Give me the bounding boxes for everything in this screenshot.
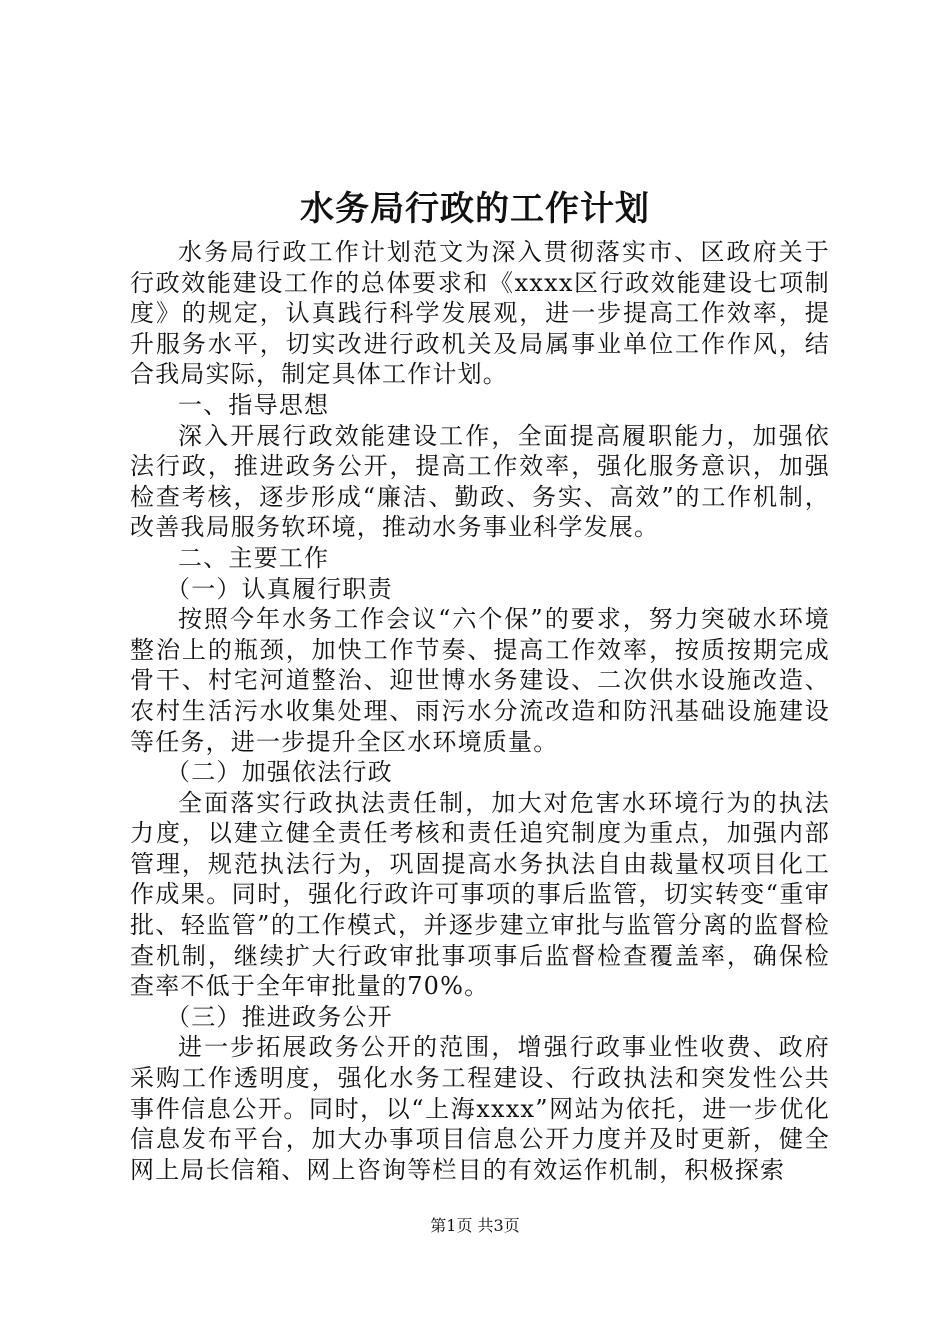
page-footer: 第1页 共3页 bbox=[430, 1216, 520, 1235]
guiding-ideology-paragraph: 深入开展行政效能建设工作，全面提高履职能力，加强依法行政，推进政务公开，提高工作效率，强化服务意识，加强检查考核，逐步形成“廉洁、勤政、务实、高效”的工作机制，改善我局服务软环境，推动水务事业科学发展。 bbox=[130, 421, 830, 542]
intro-paragraph: 水务局行政工作计划范文为深入贯彻落实市、区政府关于行政效能建设工作的总体要求和《xxxx区行政效能建设七项制度》的规定，认真践行科学发展观，进一步提高工作效率，提升服务水平，切实改进行政机关及局属事业单位工作作风，结合我局实际，制定具体工作计划。 bbox=[130, 238, 830, 389]
subsection-heading-law: （二）加强依法行政 bbox=[166, 758, 393, 787]
subsection-heading-duties: （一）认真履行职责 bbox=[166, 574, 393, 603]
openness-paragraph: 进一步拓展政务公开的范围，增强行政事业性收费、政府采购工作透明度，强化水务工程建设、行政执法和突发性公共事件信息公开。同时，以“上海xxxx”网站为依托，进一步优化信息发布平台，加大办事项目信息公开力度并及时更新，健全网上局长信箱、网上咨询等栏目的有效运作机制，积极探索 bbox=[130, 1033, 830, 1184]
law-paragraph: 全面落实行政执法责任制，加大对危害水环境行为的执法力度，以建立健全责任考核和责任追究制度为重点，加强内部管理，规范执法行为，巩固提高水务执法自由裁量权项目化工作成果。同时，强化行政许可事项的事后监管，切实转变“重审批、轻监管”的工作模式，并逐步建立审批与监管分离的监督检查机制，继续扩大行政审批事项事后监督检查覆盖率，确保检查率不低于全年审批量的70%。 bbox=[130, 788, 830, 1001]
section-heading-guiding-ideology: 一、指导思想 bbox=[178, 390, 330, 419]
document-title: 水务局行政的工作计划 bbox=[300, 189, 650, 229]
document-body bbox=[130, 237, 830, 1185]
section-heading-main-work: 二、主要工作 bbox=[178, 543, 330, 572]
duties-paragraph: 按照今年水务工作会议“六个保”的要求，努力突破水环境整治上的瓶颈，加快工作节奏、提高工作效率，按质按期完成骨干、村宅河道整治、迎世博水务建设、二次供水设施改造、农村生活污水收集处理、雨污水分流改造和防汛基础设施建设等任务，进一步提升全区水环境质量。 bbox=[130, 605, 830, 756]
subsection-heading-openness: （三）推进政务公开 bbox=[166, 1002, 393, 1031]
